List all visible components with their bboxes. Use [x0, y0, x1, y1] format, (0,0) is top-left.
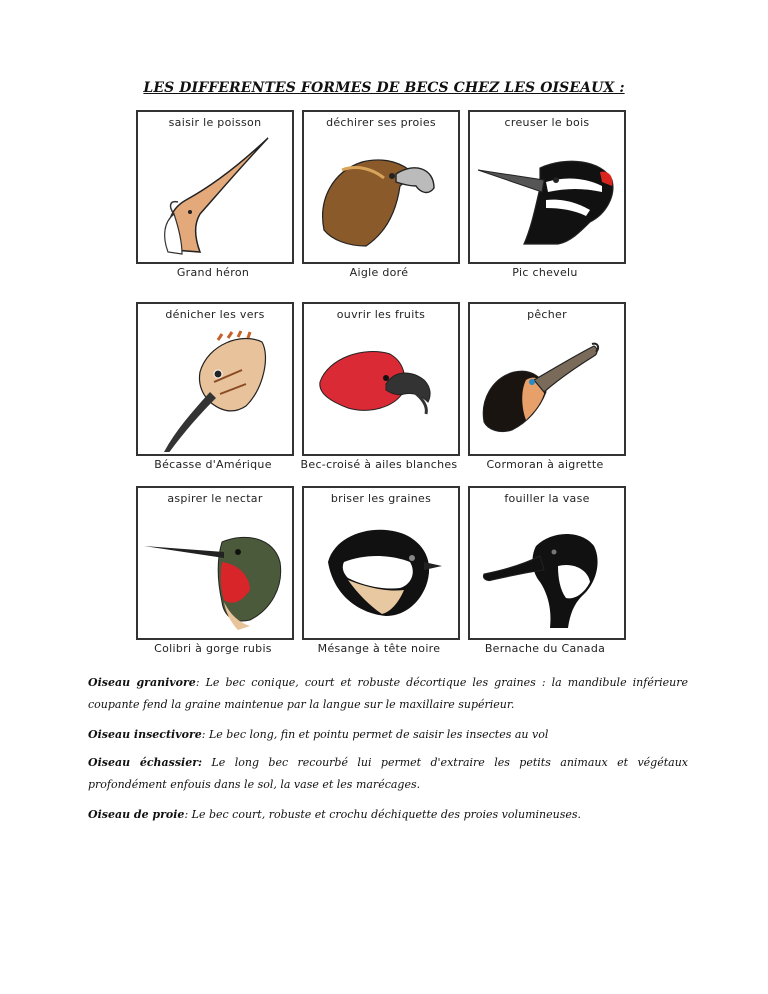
bird-name: Bec-croisé à ailes blanches — [300, 458, 458, 471]
cormorant-panel — [468, 302, 626, 456]
eagle-illustration — [304, 130, 458, 260]
hummingbird-illustration — [138, 506, 292, 636]
paragraph-proie — [88, 804, 688, 826]
action-label: saisir le poisson — [168, 116, 262, 129]
chickadee-illustration — [304, 506, 458, 636]
paragraph-granivore — [88, 672, 688, 716]
woodcock-illustration — [138, 322, 292, 452]
action-label: ouvrir les fruits — [336, 308, 426, 321]
eagle-panel — [302, 110, 460, 264]
goose-illustration — [470, 506, 624, 636]
woodcock-panel — [136, 302, 294, 456]
heron-illustration — [138, 130, 292, 260]
bird-name: Colibri à gorge rubis — [154, 642, 272, 655]
action-label: pêcher — [527, 308, 567, 321]
beak-plate — [136, 110, 626, 658]
action-label: aspirer le nectar — [167, 492, 263, 505]
page-title: LES DIFFERENTES FORMES DE BECS CHEZ LES OISEAUX : — [143, 80, 625, 96]
action-label: creuser le bois — [504, 116, 590, 129]
heron-panel — [136, 110, 294, 264]
woodpecker-illustration — [470, 130, 624, 260]
bird-name: Bécasse d'Amérique — [154, 458, 272, 471]
woodpecker-panel — [468, 110, 626, 264]
action-label: déchirer ses proies — [326, 116, 436, 129]
bird-name: Bernache du Canada — [484, 642, 606, 655]
hummingbird-panel — [136, 486, 294, 640]
desc-proie: : Le bec court, robuste et crochu déchiquette des proies volumineuses. — [184, 808, 582, 821]
desc-granivore: : Le bec conique, court et robuste décortique les graines : la mandibule inférieure coupante fend la graine maintenue par la langue sur le maxillaire supérieur. — [88, 676, 688, 711]
term-proie: Oiseau de proie — [88, 808, 185, 821]
term-insectivore: Oiseau insectivore — [88, 728, 202, 741]
term-echassier: Oiseau échassier: — [88, 756, 203, 769]
cormorant-illustration — [470, 322, 624, 452]
paragraph-echassier — [88, 752, 688, 796]
bird-name: Mésange à tête noire — [317, 642, 441, 655]
crossbill-illustration — [304, 322, 458, 452]
bird-name: Pic chevelu — [512, 266, 578, 279]
bird-name: Cormoran à aigrette — [486, 458, 604, 471]
bird-name: Grand héron — [176, 266, 250, 279]
crossbill-panel — [302, 302, 460, 456]
action-label: fouiller la vase — [504, 492, 590, 505]
bird-name: Aigle doré — [349, 266, 409, 279]
goose-panel — [468, 486, 626, 640]
term-granivore: Oiseau granivore — [88, 676, 196, 689]
action-label: briser les graines — [330, 492, 432, 505]
desc-insectivore: : Le bec long, fin et pointu permet de saisir les insectes au vol — [201, 728, 549, 741]
action-label: dénicher les vers — [165, 308, 265, 321]
desc-echassier: Le long bec recourbé lui permet d'extraire les petits animaux et végétaux profondément enfouis dans le sol, la vase et les marécages. — [88, 756, 688, 791]
chickadee-panel — [302, 486, 460, 640]
paragraph-insectivore — [88, 724, 688, 746]
